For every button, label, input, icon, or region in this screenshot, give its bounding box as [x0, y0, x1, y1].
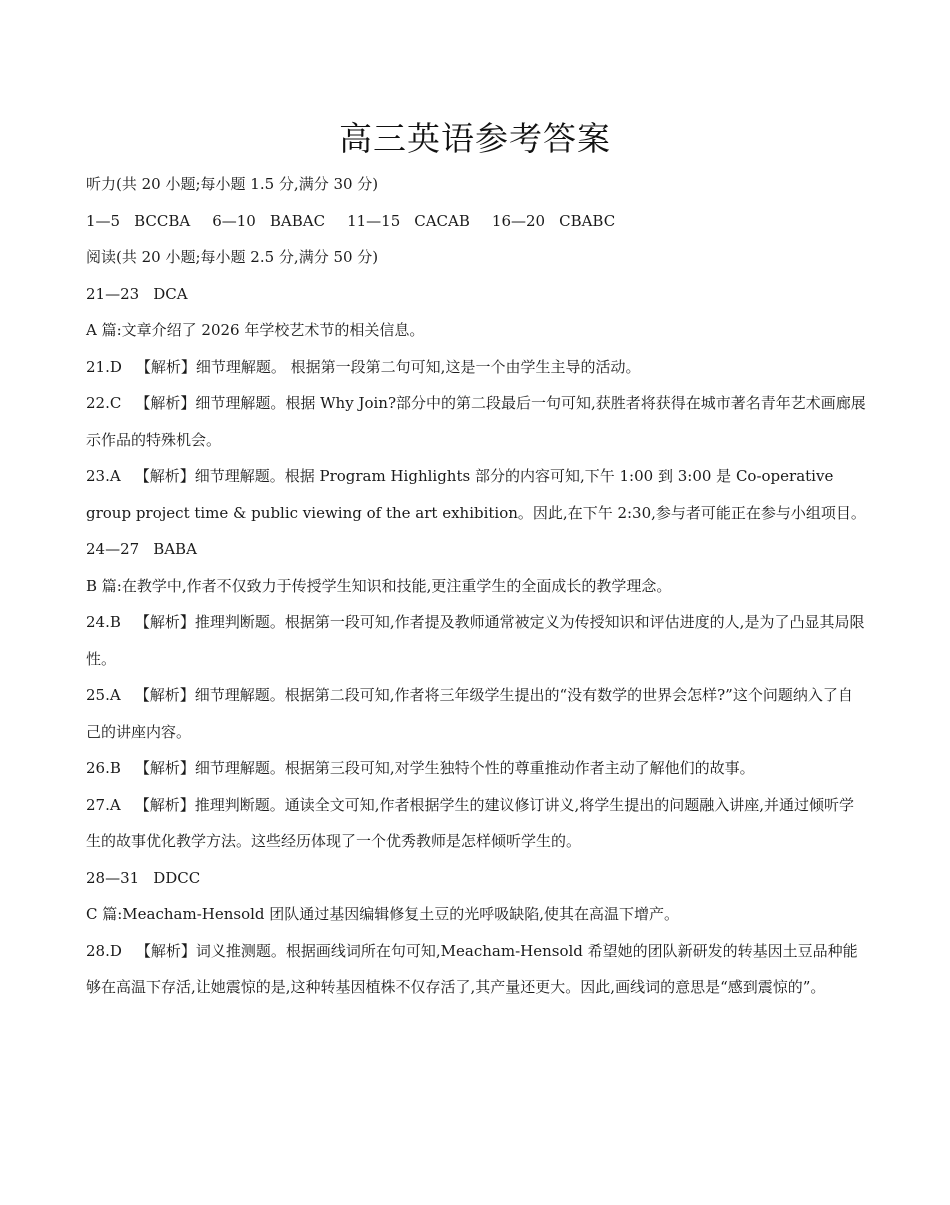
analysis-tag: 【解析】	[134, 613, 195, 631]
listening-answers-4: CBABC	[559, 211, 616, 230]
listening-answers-row	[86, 203, 866, 240]
explanation-text: 细节理解题。根据第三段可知,对学生独特个性的尊重推动作者主动了解他们的故事。	[194, 759, 755, 777]
explanation-26	[86, 750, 866, 787]
listening-answers-3: CACAB	[414, 211, 470, 230]
explanation-text: 细节理解题。 根据第一段第二句可知,这是一个由学生主导的活动。	[195, 357, 641, 376]
analysis-tag: 【解析】	[135, 394, 196, 412]
analysis-tag: 【解析】	[134, 686, 195, 704]
item-number: 26.B	[86, 759, 121, 777]
listening-range-3: 11—15	[347, 211, 401, 230]
item-number: 24.B	[86, 613, 121, 631]
item-number: 27.A	[86, 795, 121, 814]
group-a-letters: DCA	[153, 284, 188, 303]
group-a-answers	[86, 276, 866, 313]
analysis-tag: 【解析】	[135, 941, 196, 960]
listening-header: 听力(共 20 小题;每小题 1.5 分,满分 30 分)	[86, 175, 379, 193]
explanation-24	[86, 604, 866, 677]
analysis-tag: 【解析】	[134, 795, 195, 814]
group-b-summary: B 篇:在教学中,作者不仅致力于传授学生知识和技能,更注重学生的全面成长的教学理念。	[86, 576, 672, 595]
item-number: 25.A	[86, 686, 121, 704]
explanation-text: 推理判断题。通读全文可知,作者根据学生的建议修订讲义,将学生提出的问题融入讲座,并通过倾听学生的故事优化教学方法。这些经历体现了一个优秀教师是怎样倾听学生的。	[86, 795, 855, 850]
group-c-letters: DDCC	[153, 868, 201, 887]
listening-range-1: 1—5	[86, 211, 121, 230]
group-a-range: 21—23	[86, 284, 140, 303]
explanation-22	[86, 385, 866, 458]
explanation-text: 细节理解题。根据 Program Highlights 部分的内容可知,下午 1:00 到 3:00 是 Co-operative group project time & public viewing of the art exhibition。因此,在下午 2:30,参与者可能正在参与小组项目。	[86, 467, 866, 522]
explanation-21	[86, 349, 866, 386]
analysis-tag: 【解析】	[135, 357, 196, 376]
explanation-25	[86, 677, 866, 750]
listening-range-2: 6—10	[212, 211, 256, 230]
explanation-28	[86, 933, 866, 1006]
listening-range-4: 16—20	[491, 211, 546, 230]
document-body	[86, 166, 866, 1006]
explanation-text: 细节理解题。根据 Why Join?部分中的第二段最后一句可知,获胜者将获得在城市著名青年艺术画廊展示作品的特殊机会。	[86, 394, 866, 449]
item-number: 23.A	[86, 467, 121, 485]
page-title: 高三英语参考答案	[339, 119, 611, 158]
explanation-27	[86, 787, 866, 860]
listening-answers-1: BCCBA	[134, 211, 191, 230]
explanation-text: 词义推测题。根据画线词所在句可知,Meacham-Hensold 希望她的团队新研发的转基因土豆品种能够在高温下存活,让她震惊的是,这种转基因植株不仅存活了,其产量还更大。因此,画线词的意思是“感到震惊的”。	[86, 941, 858, 996]
group-c-range: 28—31	[86, 868, 140, 887]
analysis-tag: 【解析】	[134, 467, 195, 485]
explanation-text: 推理判断题。根据第一段可知,作者提及教师通常被定义为传授知识和评估进度的人,是为了凸显其局限性。	[86, 613, 865, 668]
item-number: 28.D	[86, 941, 122, 960]
group-b-answers	[86, 531, 866, 568]
listening-answers-2: BABAC	[269, 211, 326, 230]
item-number: 21.D	[86, 357, 122, 376]
item-number: 22.C	[86, 394, 122, 412]
reading-header: 阅读(共 20 小题;每小题 2.5 分,满分 50 分)	[86, 248, 379, 266]
group-c-summary: C 篇:Meacham-Hensold 团队通过基因编辑修复土豆的光呼吸缺陷,使其在高温下增产。	[86, 905, 680, 923]
group-a-summary: A 篇:文章介绍了 2026 年学校艺术节的相关信息。	[86, 321, 425, 339]
group-c-answers	[86, 860, 866, 897]
explanation-23	[86, 458, 866, 531]
group-b-letters: BABA	[153, 540, 197, 558]
group-b-range: 24—27	[86, 540, 140, 558]
explanation-text: 细节理解题。根据第二段可知,作者将三年级学生提出的“没有数学的世界会怎样?”这个问题纳入了自己的讲座内容。	[86, 686, 853, 741]
analysis-tag: 【解析】	[134, 759, 195, 777]
